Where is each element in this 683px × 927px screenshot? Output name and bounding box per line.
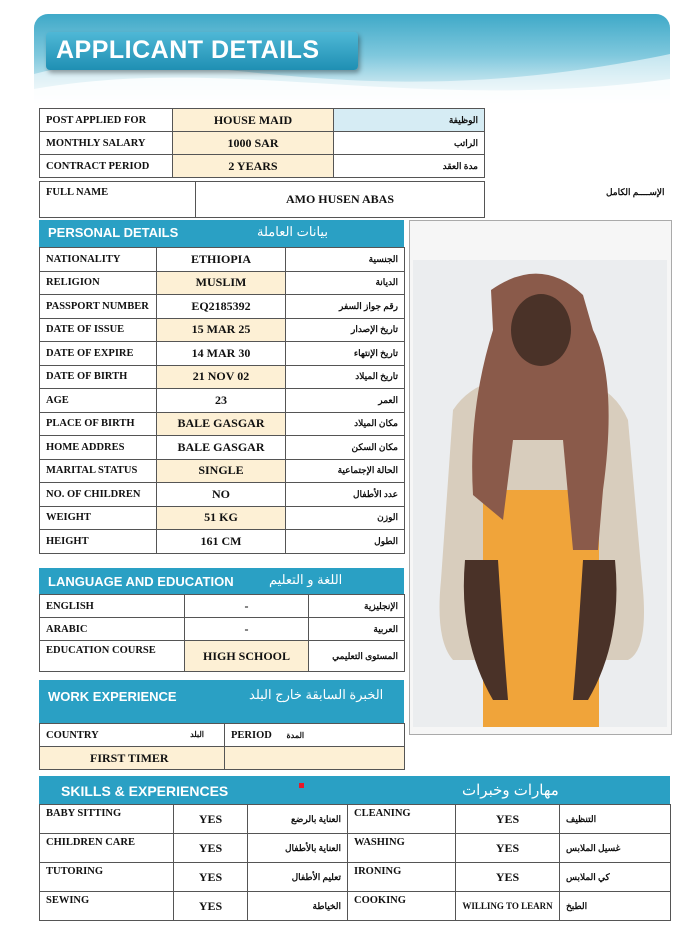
row-arabic-label: الحالة الإجتماعية <box>286 459 405 483</box>
skill-value: YES <box>174 892 248 921</box>
full-name-arabic-label: الإســــم الكامل <box>485 182 671 218</box>
table-row <box>40 805 671 834</box>
skill-label: TUTORING <box>40 863 174 892</box>
skill-value: YES <box>456 805 560 834</box>
table-row <box>40 834 671 863</box>
language-table <box>39 594 405 672</box>
country-label: COUNTRY <box>46 729 99 741</box>
skill-label: WASHING <box>348 834 456 863</box>
table-row <box>40 248 405 272</box>
work-period-value <box>225 747 405 770</box>
skill-arabic-label: العناية بالأطفال <box>248 834 348 863</box>
table-row <box>40 155 485 178</box>
skill-label: CLEANING <box>348 805 456 834</box>
row-value: 23 <box>157 389 286 413</box>
row-arabic-label: الراتب <box>334 132 485 155</box>
skills-header <box>39 776 670 804</box>
skill-arabic-label: غسيل الملابس <box>560 834 671 863</box>
row-value: BALE GASGAR <box>157 412 286 436</box>
row-label: EDUCATION COURSE <box>40 641 185 672</box>
period-cell <box>225 724 405 747</box>
country-cell <box>40 724 225 747</box>
section-title: WORK EXPERIENCE <box>48 689 177 704</box>
row-arabic-label: تاريخ الإصدار <box>286 318 405 342</box>
table-row <box>40 182 671 218</box>
skill-value: YES <box>174 834 248 863</box>
skill-arabic-label: كي الملابس <box>560 863 671 892</box>
row-arabic-label: عدد الأطفال <box>286 483 405 507</box>
skill-value: YES <box>174 805 248 834</box>
table-row <box>40 618 405 641</box>
section-title: LANGUAGE AND EDUCATION <box>48 574 234 589</box>
row-arabic-label: تاريخ الميلاد <box>286 365 405 389</box>
skill-value: YES <box>456 834 560 863</box>
row-label: POST APPLIED FOR <box>40 109 173 132</box>
table-row <box>40 436 405 460</box>
row-value: NO <box>157 483 286 507</box>
row-label: PLACE OF BIRTH <box>40 412 157 436</box>
period-arabic-label: المدة <box>286 730 305 740</box>
row-value: HIGH SCHOOL <box>185 641 309 672</box>
table-row <box>40 747 405 770</box>
table-row <box>40 318 405 342</box>
row-label: DATE OF EXPIRE <box>40 342 157 366</box>
table-row <box>40 389 405 413</box>
skill-value: WILLING TO LEARN <box>456 892 560 921</box>
row-arabic-label: الجنسية <box>286 248 405 272</box>
section-title-arabic: مهارات وخبرات <box>462 782 559 799</box>
table-row <box>40 483 405 507</box>
row-value: 14 MAR 30 <box>157 342 286 366</box>
skill-arabic-label: العناية بالرضع <box>248 805 348 834</box>
skill-value: YES <box>456 863 560 892</box>
row-label: DATE OF BIRTH <box>40 365 157 389</box>
row-value: EQ2185392 <box>157 295 286 319</box>
row-arabic-label: الإنجليزية <box>309 595 405 618</box>
row-label: WEIGHT <box>40 506 157 530</box>
work-experience-header <box>39 680 404 723</box>
personal-table <box>39 247 405 554</box>
skill-label: IRONING <box>348 863 456 892</box>
table-row <box>40 863 671 892</box>
row-value: - <box>185 595 309 618</box>
section-title-arabic: الخبرة السابقة خارج البلد <box>249 687 384 702</box>
work-table <box>39 723 405 770</box>
table-row <box>40 724 405 747</box>
language-education-header <box>39 568 404 594</box>
row-label: PASSPORT NUMBER <box>40 295 157 319</box>
row-label: ARABIC <box>40 618 185 641</box>
row-value: 51 KG <box>157 506 286 530</box>
row-arabic-label: مدة العقد <box>334 155 485 178</box>
row-arabic-label: مكان السكن <box>286 436 405 460</box>
row-label: RELIGION <box>40 271 157 295</box>
table-row <box>40 595 405 618</box>
row-arabic-label: الوظيفة <box>334 109 485 132</box>
section-title: SKILLS & EXPERIENCES <box>61 783 229 799</box>
table-row <box>40 530 405 554</box>
applicant-photo <box>413 260 667 727</box>
row-label: HEIGHT <box>40 530 157 554</box>
row-label: AGE <box>40 389 157 413</box>
skill-arabic-label: الطبخ <box>560 892 671 921</box>
full-name-value: AMO HUSEN ABAS <box>196 182 485 218</box>
row-value: MUSLIM <box>157 271 286 295</box>
skill-label: CHILDREN CARE <box>40 834 174 863</box>
full-name-label: FULL NAME <box>40 182 196 218</box>
table-row <box>40 892 671 921</box>
row-value: HOUSE MAID <box>173 109 334 132</box>
row-label: MARITAL STATUS <box>40 459 157 483</box>
table-row <box>40 132 485 155</box>
post-table <box>39 108 485 178</box>
row-arabic-label: تاريخ الإنتهاء <box>286 342 405 366</box>
table-row <box>40 459 405 483</box>
row-label: DATE OF ISSUE <box>40 318 157 342</box>
row-arabic-label: رقم جواز السفر <box>286 295 405 319</box>
row-value: SINGLE <box>157 459 286 483</box>
table-row <box>40 506 405 530</box>
full-name-table <box>39 181 671 218</box>
row-value: 1000 SAR <box>173 132 334 155</box>
row-value: 21 NOV 02 <box>157 365 286 389</box>
red-marker <box>299 783 304 788</box>
table-row <box>40 109 485 132</box>
section-title-arabic: اللغة و التعليم <box>269 572 343 587</box>
row-value: 2 YEARS <box>173 155 334 178</box>
country-arabic-label: البلد <box>190 729 204 739</box>
skill-arabic-label: التنظيف <box>560 805 671 834</box>
row-arabic-label: المستوى التعليمي <box>309 641 405 672</box>
personal-details-header <box>39 220 404 247</box>
skill-label: SEWING <box>40 892 174 921</box>
table-row <box>40 295 405 319</box>
work-value: FIRST TIMER <box>40 747 225 770</box>
row-value: - <box>185 618 309 641</box>
row-value: 161 CM <box>157 530 286 554</box>
row-label: MONTHLY SALARY <box>40 132 173 155</box>
skill-arabic-label: تعليم الأطفال <box>248 863 348 892</box>
row-label: ENGLISH <box>40 595 185 618</box>
row-value: ETHIOPIA <box>157 248 286 272</box>
skills-table <box>39 804 671 921</box>
row-label: CONTRACT PERIOD <box>40 155 173 178</box>
row-label: NATIONALITY <box>40 248 157 272</box>
table-row <box>40 365 405 389</box>
row-arabic-label: الوزن <box>286 506 405 530</box>
skill-value: YES <box>174 863 248 892</box>
skill-arabic-label: الخياطة <box>248 892 348 921</box>
table-row <box>40 342 405 366</box>
row-arabic-label: الطول <box>286 530 405 554</box>
row-arabic-label: مكان الميلاد <box>286 412 405 436</box>
row-arabic-label: الديانة <box>286 271 405 295</box>
row-arabic-label: العربية <box>309 618 405 641</box>
skill-label: BABY SITTING <box>40 805 174 834</box>
section-title: PERSONAL DETAILS <box>48 225 179 240</box>
row-value: 15 MAR 25 <box>157 318 286 342</box>
row-label: NO. OF CHILDREN <box>40 483 157 507</box>
table-row <box>40 271 405 295</box>
row-value: BALE GASGAR <box>157 436 286 460</box>
period-label: PERIOD <box>231 729 272 741</box>
page-title: APPLICANT DETAILS <box>56 36 320 64</box>
table-row <box>40 641 405 672</box>
table-row <box>40 412 405 436</box>
skill-label: COOKING <box>348 892 456 921</box>
row-label: HOME ADDRES <box>40 436 157 460</box>
section-title-arabic: بيانات العاملة <box>257 224 328 239</box>
row-arabic-label: العمر <box>286 389 405 413</box>
